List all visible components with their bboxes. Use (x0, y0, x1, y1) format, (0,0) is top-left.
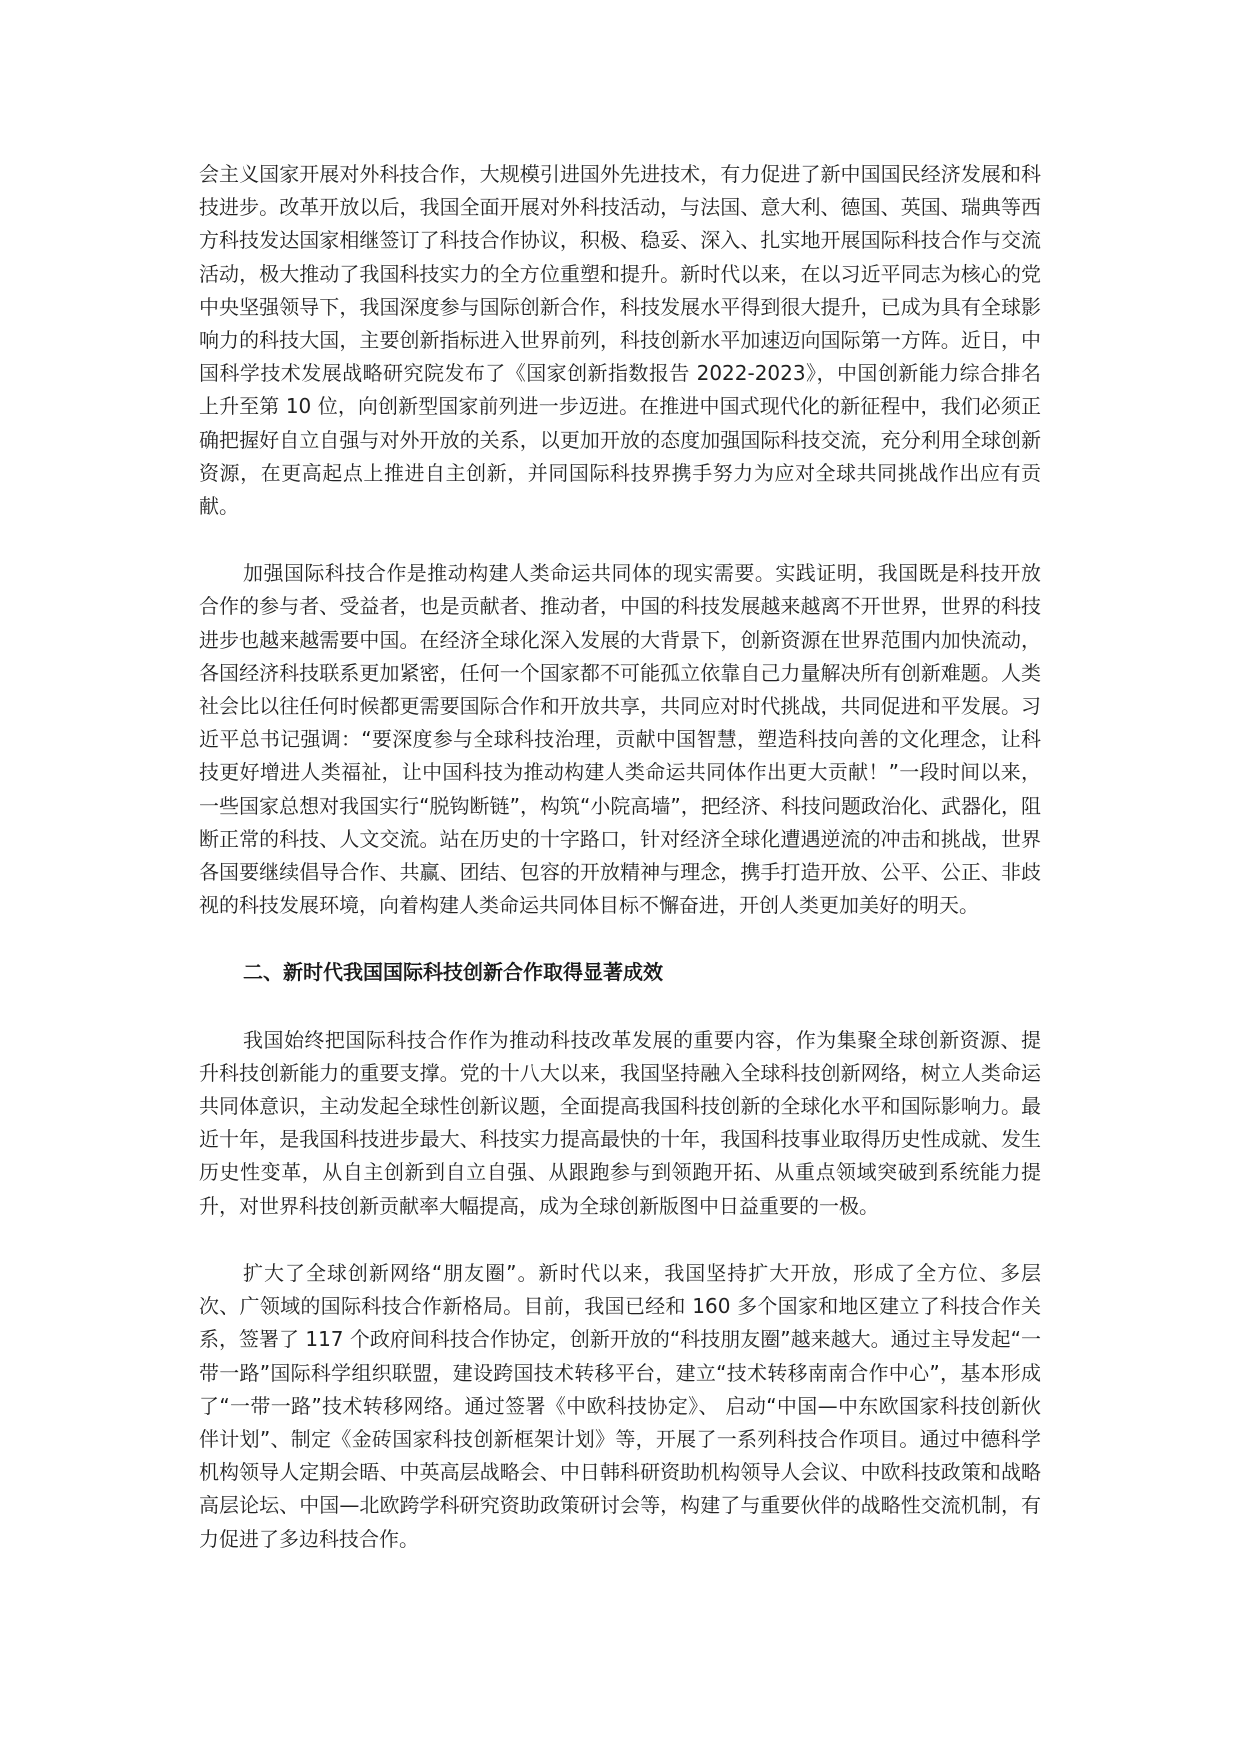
section-heading: 二、新时代我国国际科技创新合作取得显著成效 (243, 960, 663, 985)
document-page (199, 158, 1041, 1556)
paragraph-continuation: 会主义国家开展对外科技合作，大规模引进国外先进技术，有力促进了新中国国民经济发展和科技进步。改革开放以后，我国全面开展对外科技活动，与法国、意大利、德国、英国、瑞典等西方科技发达国家相继签订了科技合作协议，积极、稳妥、深入、扎实地开展国际科技合作与交流活动，极大推动了我国科技实力的全方位重塑和提升。新时代以来，在以习近平同志为核心的党中央坚强领导下，我国深度参与国际创新合作，科技发展水平得到很大提升，已成为具有全球影响力的科技大国，主要创新指标进入世界前列，科技创新水平加速迈向国际第一方阵。近日，中国科学技术发展战略研究院发布了《国家创新指数报告 2022-2023》，中国创新能力综合排名上升至第 10 位，向创新型国家前列进一步迈进。在推进中国式现代化的新征程中，我们必须正确把握好自立自强与对外开放的关系，以更加开放的态度加强国际科技交流，充分利用全球创新资源，在更高起点上推进自主创新，并同国际科技界携手努力为应对全球共同挑战作出应有贡献。 (199, 162, 1041, 519)
paragraph-community-of-shared-future: 加强国际科技合作是推动构建人类命运共同体的现实需要。实践证明，我国既是科技开放合作的参与者、受益者，也是贡献者、推动者，中国的科技发展越来越离不开世界，世界的科技进步也越来越需要中国。在经济全球化深入发展的大背景下，创新资源在世界范围内加快流动，各国经济科技联系更加紧密，任何一个国家都不可能孤立依靠自己力量解决所有创新难题。人类社会比以往任何时候都更需要国际合作和开放共享，共同应对时代挑战，共同促进和平发展。习近平总书记强调：“要深度参与全球科技治理，贡献中国智慧，塑造科技向善的文化理念，让科技更好增进人类福祉，让中国科技为推动构建人类命运共同体作出更大贡献！”一段时间以来，一些国家总想对我国实行“脱钩断链”，构筑“小院高墙”，把经济、科技问题政治化、武器化，阻断正常的科技、人文交流。站在历史的十字路口，针对经济全球化遭遇逆流的冲击和挑战，世界各国要继续倡导合作、共赢、团结、包容的开放精神与理念，携手打造开放、公平、公正、非歧视的科技发展环境，向着构建人类命运共同体目标不懈奋进，开创人类更加美好的明天。 (199, 561, 1041, 918)
paragraph-international-cooperation: 我国始终把国际科技合作作为推动科技改革发展的重要内容，作为集聚全球创新资源、提升科技创新能力的重要支撑。党的十八大以来，我国坚持融入全球科技创新网络，树立人类命运共同体意识，主动发起全球性创新议题，全面提高我国科技创新的全球化水平和国际影响力。最近十年，是我国科技进步最大、科技实力提高最快的十年，我国科技事业取得历史性成就、发生历史性变革，从自主创新到自立自强、从跟跑参与到领跑开拓、从重点领域突破到系统能力提升，对世界科技创新贡献率大幅提高，成为全球创新版图中日益重要的一极。 (199, 1027, 1041, 1218)
paragraph-friends-circle: 扩大了全球创新网络“朋友圈”。新时代以来，我国坚持扩大开放，形成了全方位、多层次、广领域的国际科技合作新格局。目前，我国已经和 160 多个国家和地区建立了科技合作关系，签署了 117 个政府间科技合作协定，创新开放的“科技朋友圈”越来越大。通过主导发起“一带一路”国际科学组织联盟，建设跨国技术转移平台，建立“技术转移南南合作中心”，基本形成了“一带一路”技术转移网络。通过签署《中欧科技协定》、 启动“中国—中东欧国家科技创新伙伴计划”、制定《金砖国家科技创新框架计划》等，开展了一系列科技合作项目。通过中德科学机构领导人定期会晤、中英高层战略会、中日韩科研资助机构领导人会议、中欧科技政策和战略高层论坛、中国—北欧跨学科研究资助政策研讨会等，构建了与重要伙伴的战略性交流机制，有力促进了多边科技合作。 (199, 1260, 1041, 1551)
